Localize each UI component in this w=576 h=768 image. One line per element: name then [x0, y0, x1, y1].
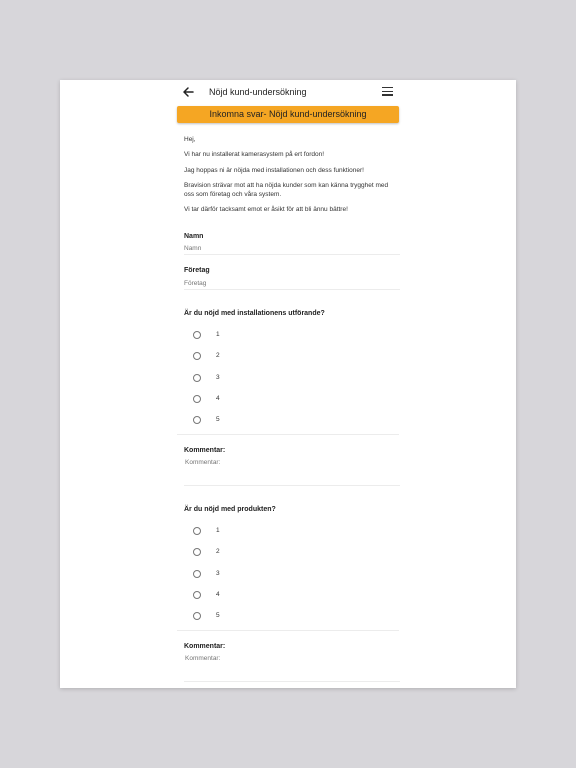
radio-option[interactable] [193, 526, 313, 538]
radio-circle-icon[interactable] [193, 331, 201, 339]
radio-circle-icon[interactable] [193, 374, 201, 382]
intro-text-4: Vi tar därför tacksamt emot er åsikt för att bli ännu bättre! [184, 206, 348, 213]
radio-option[interactable] [193, 330, 313, 342]
radio-option[interactable] [193, 394, 313, 406]
intro-text-2: Jag hoppas ni är nöjda med installationen och dess funktioner! [184, 167, 364, 174]
radio-option-label: 5 [216, 416, 220, 423]
radio-option[interactable] [193, 351, 313, 363]
comment-label: Kommentar: [184, 643, 226, 650]
back-arrow-icon[interactable] [182, 86, 194, 98]
comment-input[interactable] [185, 458, 401, 467]
radio-option-label: 4 [216, 395, 220, 402]
company-label: Företag [184, 267, 210, 274]
name-label: Namn [184, 233, 204, 240]
comment-underline [184, 485, 400, 486]
radio-option-label: 4 [216, 591, 220, 598]
radio-option-label: 1 [216, 527, 220, 534]
intro-greeting: Hej, [184, 136, 196, 143]
page-title: Nöjd kund-undersökning [209, 87, 307, 97]
radio-option-label: 5 [216, 612, 220, 619]
radio-circle-icon[interactable] [193, 548, 201, 556]
divider [177, 434, 399, 435]
radio-option-label: 3 [216, 570, 220, 577]
intro-text-1: Vi har nu installerat kamerasystem på ert fordon! [184, 151, 325, 158]
name-underline [184, 254, 400, 255]
radio-option[interactable] [193, 547, 313, 559]
radio-option[interactable] [193, 373, 313, 385]
hamburger-menu-icon[interactable] [382, 87, 393, 97]
radio-option[interactable] [193, 569, 313, 581]
question-installation: Är du nöjd med installationens utförande? [184, 310, 325, 317]
radio-circle-icon[interactable] [193, 591, 201, 599]
radio-circle-icon[interactable] [193, 352, 201, 360]
radio-option[interactable] [193, 611, 313, 623]
app-window [60, 80, 516, 688]
radio-option[interactable] [193, 415, 313, 427]
comment-label: Kommentar: [184, 447, 226, 454]
radio-option-label: 2 [216, 352, 220, 359]
radio-option[interactable] [193, 590, 313, 602]
radio-circle-icon[interactable] [193, 395, 201, 403]
radio-circle-icon[interactable] [193, 527, 201, 535]
top-bar [177, 80, 399, 104]
comment-underline [184, 681, 400, 682]
radio-circle-icon[interactable] [193, 416, 201, 424]
radio-circle-icon[interactable] [193, 612, 201, 620]
company-underline [184, 289, 400, 290]
comment-input[interactable] [185, 654, 401, 663]
radio-option-label: 3 [216, 374, 220, 381]
radio-option-label: 1 [216, 331, 220, 338]
radio-option-label: 2 [216, 548, 220, 555]
company-input[interactable] [184, 279, 400, 288]
responses-banner-button[interactable]: Inkomna svar- Nöjd kund-undersökning [177, 106, 399, 123]
radio-circle-icon[interactable] [193, 570, 201, 578]
intro-text-3: Bravision strävar mot att ha nöjda kunder som kan känna trygghet med oss som företag och våra system. [184, 182, 389, 198]
divider [177, 630, 399, 631]
question-product: Är du nöjd med produkten? [184, 506, 276, 513]
name-input[interactable] [184, 244, 400, 253]
